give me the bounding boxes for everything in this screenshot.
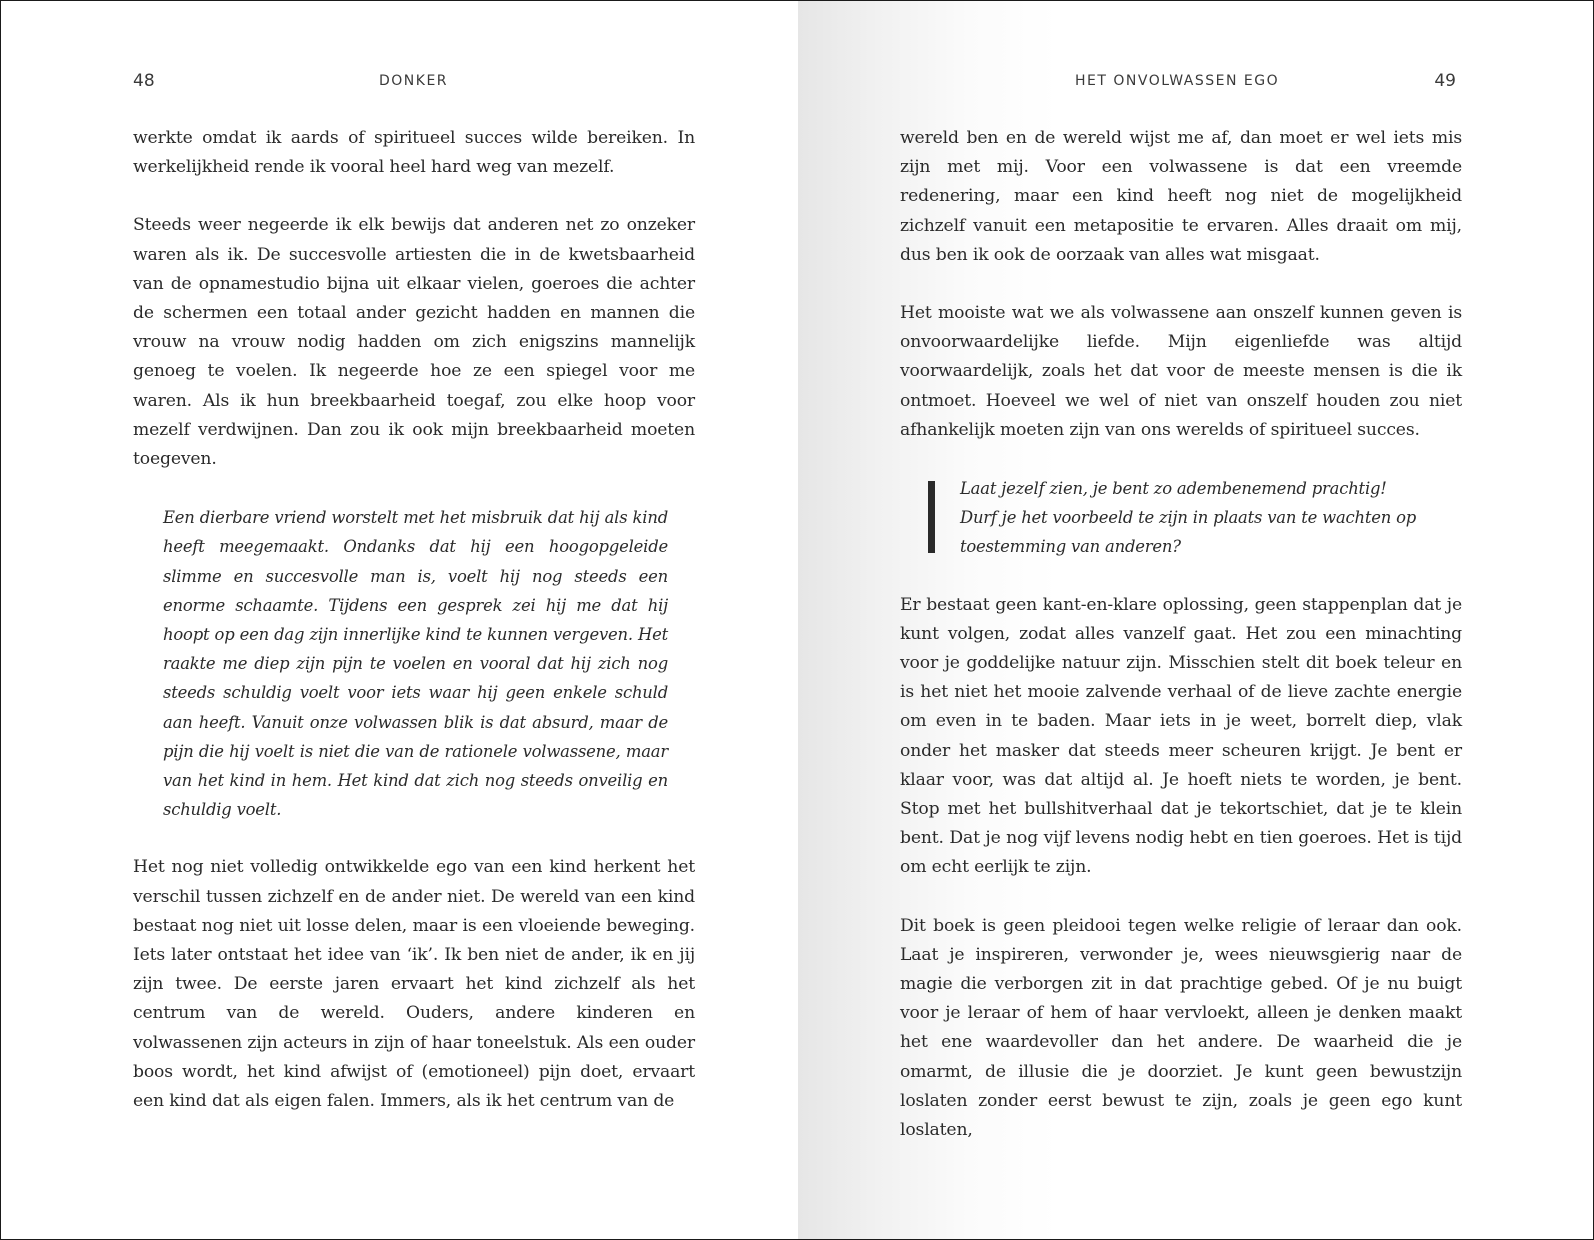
right-page [798,1,1593,1239]
paragraph: werkte omdat ik aards of spiritueel succes wilde bereiken. In werkelijkheid rende ik vooral heel hard weg van mezelf. [133,128,695,178]
paragraph: wereld ben en de wereld wijst me af, dan moet er wel iets mis zijn met mij. Voor een volwassene is dat een vreemde redenering, maar een kind heeft nog niet de mogelijkheid zichzelf vanuit een metapositie te ervaren. Alles draait om mij, dus ben ik ook de oorzaak van alles wat misgaat. [900,128,1462,265]
body-text [133,124,695,1145]
running-head: DONKER [379,73,449,89]
body-text [900,124,1462,1174]
paragraph: Er bestaat geen kant-en-klare oplossing, geen stappenplan dat je kunt volgen, zodat alles vanzelf gaat. Het zou een minachting voor je goddelijke natuur zijn. Misschien stelt dit boek teleur en is het niet het mooie zalvende verhaal of de lieve zachte energie om even in te baden. Maar iets in je weet, borrelt diep, vlak onder het masker dat steeds meer scheuren krijgt. Je bent er klaar voor, was dat altijd al. Je hoeft niets te worden, je bent. Stop met het bullshitverhaal dat je tekortschiet, dat je te klein bent. Dat je nog vijf levens nodig hebt en tien goeroes. Het is tijd om echt eerlijk te zijn. [900,594,1462,878]
pull-quote-line: Laat jezelf zien, je bent zo adembenemend prachtig! [960,479,1387,499]
pull-quote [928,474,1465,562]
indented-quote: Een dierbare vriend worstelt met het misbruik dat hij als kind heeft meegemaakt. Ondanks dat hij een hoogopgeleide slimme en succesvolle man is, voelt hij nog steeds een enorme schaamte. Tijdens een gesprek zei hij me dat hij hoopt op een dag zijn innerlijke kind te kunnen vergeven. Het raakte me diep zijn pijn te voelen en vooral dat hij zich nog steeds schuldig voelt voor iets waar hij geen enkele schuld aan heeft. Vanuit onze volwassen blik is dat absurd, maar de pijn die hij voelt is niet die van de rationele volwassene, maar van het kind in hem. Het kind dat zich nog steeds onveilig en schuldig voelt. [163,508,668,820]
pull-quote-line: toestemming van anderen? [960,537,1181,557]
pull-quote-bar [928,481,935,553]
paragraph: Het nog niet volledig ontwikkelde ego van een kind herkent het verschil tussen zichzelf en de ander niet. De wereld van een kind bestaat nog niet uit losse delen, maar is een vloeiende beweging. Iets later ontstaat het idee van ‘ik’. Ik ben niet de ander, ik en jij zijn twee. De eerste jaren ervaart het kind zichzelf als het centrum van de wereld. Ouders, andere kinderen en volwassenen zijn acteurs in zijn of haar toneelstuk. Als een ouder boos wordt, het kind afwijst of (emotioneel) pijn doet, ervaart een kind dat als eigen falen. Immers, als ik het centrum van de [133,857,695,1112]
pull-quote-line: Durf je het voorbeeld te zijn in plaats van te wachten op [960,508,1417,528]
paragraph: Dit boek is geen pleidooi tegen welke religie of leraar dan ook. Laat je inspireren, verwonder je, wees nieuwsgierig naar de magie die verborgen zit in dat prachtige gebed. Of je nu buigt voor je leraar of hem of haar vervloekt, alleen je denken maakt het ene waardevoller dan het andere. De waarheid die je omarmt, de illusie die je doorziet. Je kunt geen bewustzijn loslaten zonder eerst bewust te zijn, zoals je geen ego kunt loslaten, [900,915,1462,1141]
running-head: HET ONVOLWASSEN EGO [1075,73,1280,89]
paragraph: Steeds weer negeerde ik elk bewijs dat anderen net zo onzeker waren als ik. De succesvolle artiesten die in de kwetsbaarheid van de opnamestudio bijna uit elkaar vielen, goeroes die achter de schermen een totaal ander gezicht hadden en mannen die vrouw na vrouw nodig hadden om zich enigszins mannelijk genoeg te voelen. Ik negeerde hoe ze een spiegel voor me waren. Als ik hun breekbaarheid toegaf, zou elke hoop voor mezelf verdwijnen. Dan zou ik ook mijn breekbaarheid moeten toegeven. [133,215,695,470]
page-number: 49 [1434,71,1456,91]
paragraph: Het mooiste wat we als volwassene aan onszelf kunnen geven is onvoorwaardelijke liefde. Mijn eigenliefde was altijd voorwaardelijk, zoals het dat voor de meeste mensen is die ik ontmoet. Hoeveel we wel of niet van onszelf houden zou niet afhankelijk moeten zijn van ons werelds of spiritueel succes. [900,303,1462,440]
page-number: 48 [133,71,155,91]
left-page [1,1,798,1239]
